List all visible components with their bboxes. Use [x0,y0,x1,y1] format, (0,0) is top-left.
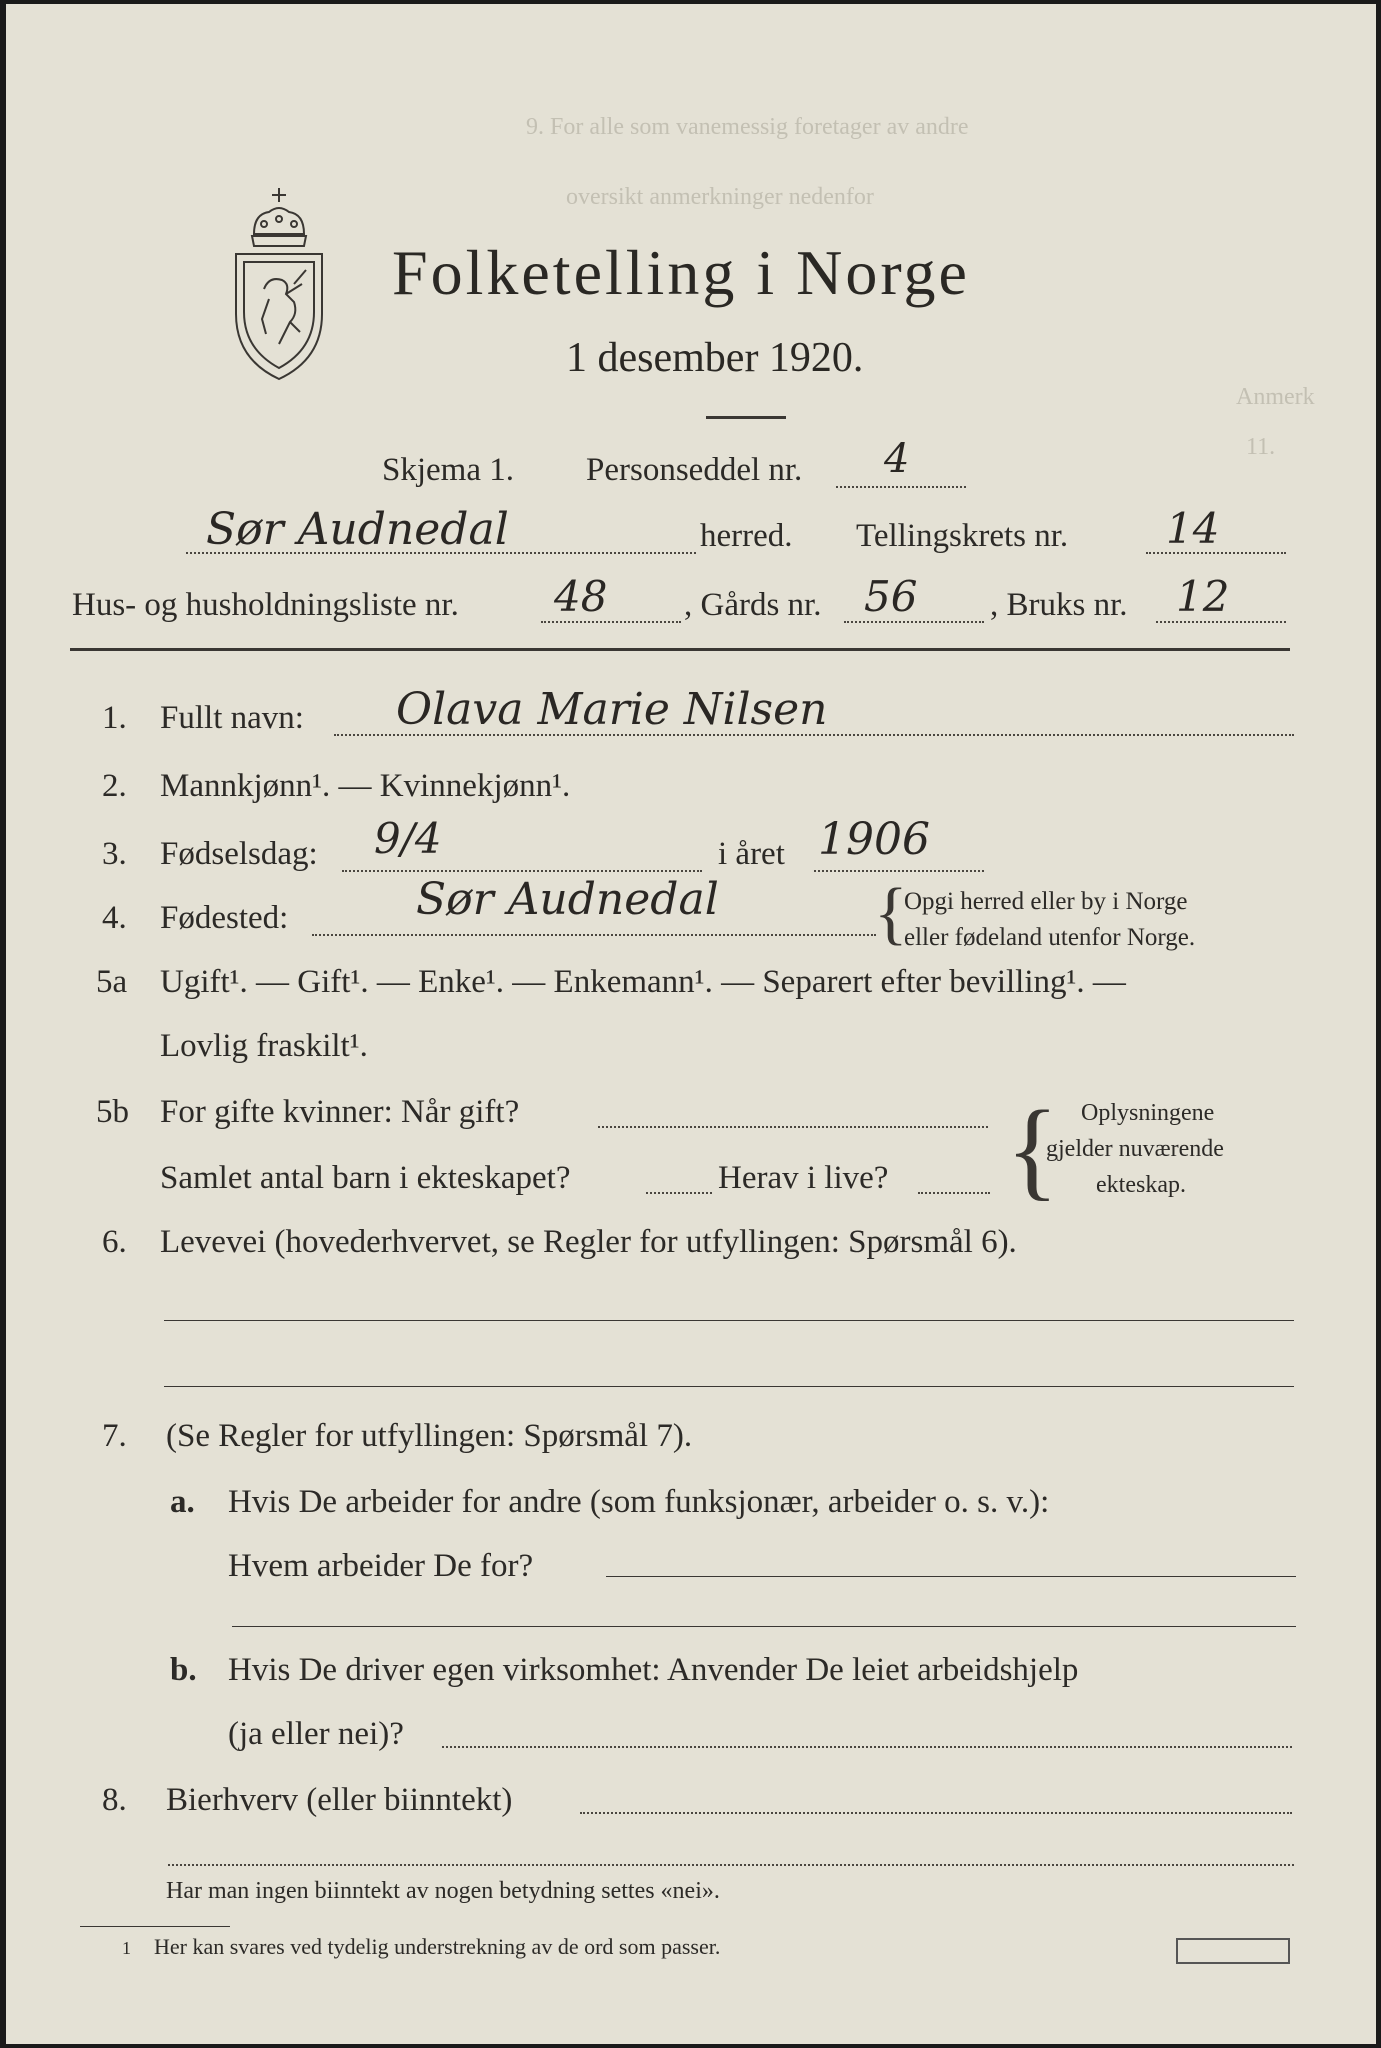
children-count-field-line [646,1192,712,1194]
self-employed-field-line [442,1746,1292,1748]
birthplace-field-line [312,934,876,936]
self-employed-question: Hvis De driver egen virksomhet: Anvender De leiet arbeidshjelp [228,1652,1079,1688]
married-when-label: For gifte kvinner: Når gift? [160,1094,520,1130]
q8-number: 8. [102,1782,127,1818]
footnote-mark: 1 [122,1938,131,1958]
children-alive-field-line [918,1192,990,1194]
herred-label: herred. [700,518,793,554]
married-when-field-line [598,1126,988,1128]
birthplace-note-2: eller fødeland utenfor Norge. [904,924,1196,951]
form-title: Folketelling i Norge [392,237,970,308]
full-name-value: Olava Marie Nilsen [396,684,828,735]
q3-number: 3. [102,836,127,872]
header-rule [70,648,1290,651]
q7a-letter: a. [170,1484,195,1520]
skjema-label: Skjema 1. [382,452,514,488]
q7-number: 7. [102,1418,127,1454]
bleed-through-text: 11. [1246,434,1276,460]
q1-label: Fullt navn: [160,700,304,736]
birth-year-label: i året [718,836,785,872]
bruks-field-line [1156,621,1286,623]
occupation-field-line-2 [164,1386,1294,1387]
q5a-number: 5a [96,964,128,1000]
marital-status-label-2: Lovlig fraskilt¹. [160,1028,368,1064]
marriage-note-2: gjelder nuværende [1046,1136,1224,1162]
occupation-field-line [164,1320,1294,1321]
birth-year-value: 1906 [818,814,930,865]
q4-number: 4. [102,900,127,936]
gender-label: Mannkjønn¹. — Kvinnekjønn¹. [160,768,571,804]
employer-field-line [606,1576,1296,1577]
norwegian-coat-of-arms-icon [224,184,334,384]
q1-number: 1. [102,700,127,736]
children-alive-label: Herav i live? [718,1160,889,1196]
employer-label: Hvem arbeider De for? [228,1548,534,1584]
side-income-field-line-2 [168,1864,1294,1866]
birth-year-field-line [814,870,984,872]
birthplace-value: Sør Audnedal [416,874,719,925]
birthday-label: Fødselsdag: [160,836,318,872]
side-income-label: Bierhverv (eller biinntekt) [166,1782,513,1818]
self-employed-answer-label: (ja eller nei)? [228,1716,404,1752]
printer-stamp [1176,1938,1290,1964]
footnote-text: Her kan svares ved tydelig understrekning av de ord som passer. [154,1934,721,1959]
gards-value: 56 [864,572,918,621]
gards-label: , Gårds nr. [684,587,822,623]
hus-field-line [541,621,681,623]
note-brace: { [1006,1088,1059,1210]
side-income-field-line [580,1812,1292,1814]
children-count-label: Samlet antal barn i ekteskapet? [160,1160,571,1196]
q5b-number: 5b [96,1094,129,1130]
personseddel-label: Personseddel nr. [586,452,803,488]
note-brace: { [874,875,908,952]
gards-field-line [844,621,984,623]
birthplace-note-1: Opgi herred eller by i Norge [904,888,1188,915]
tellingskrets-value: 14 [1166,504,1220,553]
marital-status-label: Ugift¹. — Gift¹. — Enke¹. — Enkemann¹. — Separert efter bevilling¹. — [160,964,1126,1000]
bruks-label: , Bruks nr. [990,587,1128,623]
birthday-value: 9/4 [374,814,442,863]
hus-label: Hus- og husholdningsliste nr. [72,587,459,623]
bleed-through-text: Anmerk [1236,384,1315,410]
herred-value: Sør Audnedal [206,504,509,555]
census-form [6,4,1376,2044]
occupation-label: Levevei (hovederhvervet, se Regler for utfyllingen: Spørsmål 6). [160,1224,1017,1260]
form-date: 1 desember 1920. [566,335,864,381]
personseddel-value: 4 [884,436,910,482]
marriage-note-1: Oplysningene [1081,1100,1215,1126]
bleed-through-text: 9. For alle som vanemessig foretager av andre [526,114,969,140]
bleed-through-text: oversikt anmerkninger nedenfor [566,184,874,210]
birthplace-label: Fødested: [160,900,289,936]
tellingskrets-label: Tellingskrets nr. [856,518,1069,554]
marriage-note-3: ekteskap. [1096,1172,1186,1198]
birthday-field-line [342,870,702,872]
q6-number: 6. [102,1224,127,1260]
title-divider [706,416,786,419]
q2-number: 2. [102,768,127,804]
footnote-rule [80,1926,230,1927]
bruks-value: 12 [1176,572,1230,621]
employer-field-line-2 [232,1626,1296,1627]
q7b-letter: b. [170,1652,197,1688]
employer-question: Hvis De arbeider for andre (som funksjonær, arbeider o. s. v.): [228,1484,1050,1520]
personseddel-field-line [836,486,966,488]
q7-label: (Se Regler for utfyllingen: Spørsmål 7). [166,1418,693,1454]
hus-value: 48 [554,572,608,621]
side-income-note: Har man ingen biinntekt av nogen betydning settes «nei». [166,1878,720,1904]
